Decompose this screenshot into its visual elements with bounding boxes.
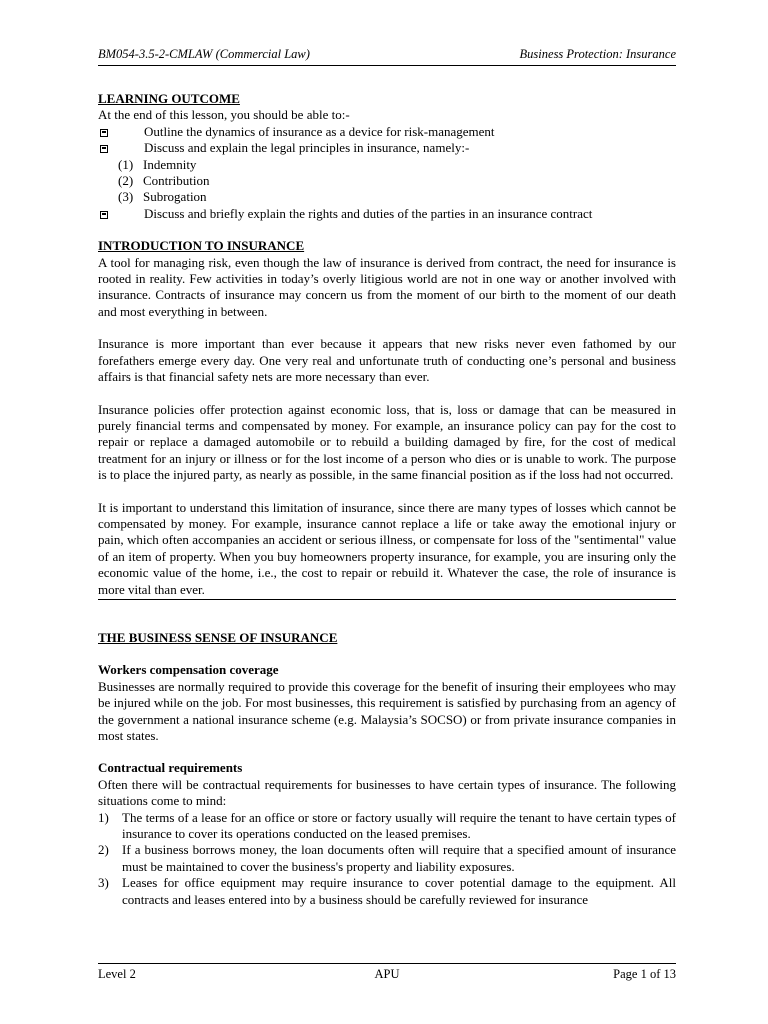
list-item	[98, 842, 676, 875]
list-item	[118, 173, 676, 189]
list-item	[98, 124, 676, 140]
principle-label: Contribution	[143, 173, 210, 189]
footer-level: Level 2	[98, 967, 136, 981]
checkbox-bullet-icon	[98, 124, 144, 140]
checkbox-bullet-icon	[98, 206, 144, 222]
principle-number: (2)	[118, 173, 134, 189]
paragraph: Businesses are normally required to provide this coverage for the benefit of insuring their employees who may be injured while on the job. For most businesses, this requirement is satisfied by purchasing from an agency of the government a national insurance scheme (e.g. Malaysia’s SOCSO) or from private insurance companies in most states.	[98, 678, 676, 743]
item-number: 3)	[98, 875, 109, 891]
item-text: If a business borrows money, the loan documents often will require that a specified amount of insurance must be maintained to cover the business's property and liability exposures.	[122, 842, 676, 874]
workers-compensation-subheading: Workers compensation coverage	[98, 662, 279, 678]
list-item	[98, 810, 676, 843]
header-topic: Business Protection: Insurance	[519, 47, 676, 61]
bullet-text: Discuss and briefly explain the rights and duties of the parties in an insurance contract	[144, 205, 593, 221]
page-footer	[98, 963, 676, 982]
item-number: 2)	[98, 842, 109, 858]
page-header	[98, 46, 676, 66]
principle-label: Subrogation	[143, 189, 207, 205]
paragraph: Often there will be contractual requirements for businesses to have certain types of insurance. The following situations come to mind:	[98, 776, 676, 809]
learning-outcome-heading: LEARNING OUTCOME	[98, 91, 240, 106]
paragraph: Insurance policies offer protection against economic loss, that is, loss or damage that can be measured in purely financial terms and compensated by money. For example, an insurance policy can pay for the cost to repair or replace a damaged automobile or to rebuild a building damaged by fire, for the cost of medical treatment for an injury or illness or for the lost income of a person who dies or is unable to work. The purpose is to place the injured party, as nearly as possible, in the same financial position as if the loss had not occurred.	[98, 401, 676, 483]
paragraph: It is important to understand this limitation of insurance, since there are many types of losses which cannot be compensated by money. For example, insurance cannot replace a life or take away the emotional injury or pain, which often accompanies an accident or serious illness, or compensate for loss of the "sentimental" value of an item of property. When you buy homeowners property insurance, for example, you are insuring only the economic value of the home, i.e., the cost to repair or rebuild it. Whatever the case, the role of insurance is more vital than ever.	[98, 499, 676, 597]
section-divider	[98, 500, 676, 600]
learning-outcome-intro: At the end of this lesson, you should be able to:-	[98, 107, 350, 123]
list-item	[98, 875, 676, 908]
bullet-text: Discuss and explain the legal principles in insurance, namely:-	[144, 140, 470, 156]
bullet-text: Outline the dynamics of insurance as a device for risk-management	[144, 123, 495, 139]
principle-label: Indemnity	[143, 156, 197, 172]
business-sense-heading: THE BUSINESS SENSE OF INSURANCE	[98, 629, 338, 645]
principle-number: (3)	[118, 189, 134, 205]
list-item	[98, 140, 676, 156]
footer-institution: APU	[374, 967, 400, 981]
principle-number: (1)	[118, 156, 134, 172]
item-text: The terms of a lease for an office or store or factory usually will require the tenant to have certain types of insurance to cover its operations conducted on the leased premises.	[122, 809, 676, 842]
list-item	[118, 189, 676, 205]
item-number: 1)	[98, 809, 109, 825]
introduction-heading: INTRODUCTION TO INSURANCE	[98, 238, 305, 254]
checkbox-bullet-icon	[98, 140, 144, 156]
contractual-requirements-subheading: Contractual requirements	[98, 760, 243, 776]
list-item	[118, 157, 676, 173]
item-text: Leases for office equipment may require insurance to cover potential damage to the equipment. All contracts and leases entered into by a business should be carefully reviewed for insurance	[122, 875, 676, 907]
list-item	[98, 206, 676, 222]
document-body	[98, 91, 676, 908]
principles-list	[98, 157, 676, 206]
document-page	[98, 0, 676, 1024]
paragraph: Insurance is more important than ever because it appears that new risks never even fathomed by our forefathers emerge every day. One very real and unfortunate truth of conducting one’s personal and business affairs is that financial safety nets are more necessary than ever.	[98, 336, 676, 385]
paragraph: A tool for managing risk, even though the law of insurance is derived from contract, the need for insurance is rooted in reality. Few activities in today’s overly litigious world are not in one way or another involved with insurance. Contracts of insurance may concern us from the moment of our birth to the moment of our death and most everything in between.	[98, 254, 676, 319]
page-number: Page 1 of 13	[613, 967, 676, 981]
header-course-code: BM054-3.5-2-CMLAW (Commercial Law)	[98, 47, 310, 61]
